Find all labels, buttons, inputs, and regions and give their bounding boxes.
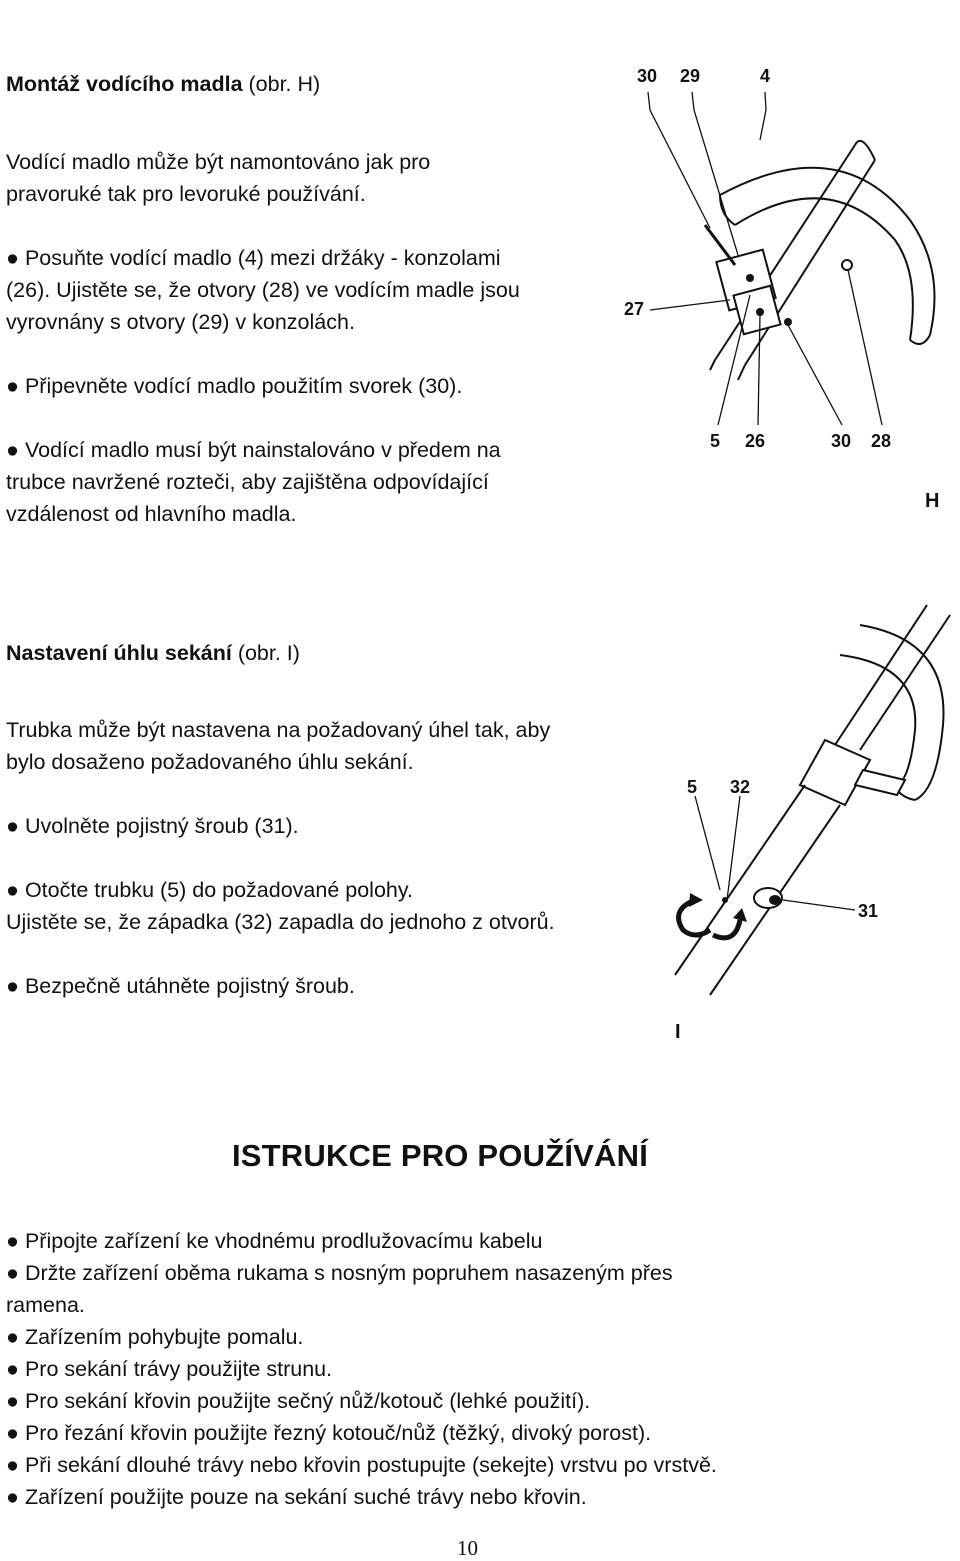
- figure-h-letter: H: [925, 490, 940, 512]
- angle-intro-line: Trubka může být nastavena na požadovaný úhel tak, aby: [6, 718, 551, 742]
- figure-h-label-26: 26: [745, 431, 766, 451]
- angle-bullet-line: Ujistěte se, že západka (32) zapadla do jednoho z otvorů.: [6, 910, 555, 934]
- handle-bullet-line: ● Posuňte vodící madlo (4) mezi držáky - konzolami: [6, 246, 501, 270]
- handle-bullet-line: ● Připevněte vodící madlo použitím svorek (30).: [6, 374, 463, 398]
- figure-i-diagram: [665, 600, 955, 1050]
- instructions-line: ● Připojte zařízení ke vhodnému prodlužovacímu kabelu: [6, 1229, 543, 1253]
- handle-bullet-line: (26). Ujistěte se, že otvory (28) ve vodícím madle jsou: [6, 278, 520, 302]
- figure-h-label-29: 29: [680, 66, 701, 86]
- angle-bullet-rotate: [6, 874, 555, 938]
- handle-bullet-line: ● Vodící madlo musí být nainstalováno v předem na: [6, 438, 501, 462]
- instructions-line: ● Pro sekání trávy použijte strunu.: [6, 1357, 333, 1381]
- instructions-line: ● Při sekání dlouhé trávy nebo křovin postupujte (sekejte) vrstvu po vrstvě.: [6, 1453, 717, 1477]
- handle-heading-bold: Montáž vodícího madla: [6, 72, 243, 96]
- instructions-line: ● Pro sekání křovin použijte sečný nůž/kotouč (lehké použití).: [6, 1389, 591, 1413]
- figure-i-label-5: 5: [687, 777, 698, 797]
- figure-i-label-31: 31: [858, 901, 879, 921]
- handle-bullet-line: vzdálenost od hlavního madla.: [6, 502, 297, 526]
- angle-heading-bold: Nastavení úhlu sekání: [6, 641, 232, 665]
- handle-intro-line: pravoruké tak pro levoruké používání.: [6, 182, 366, 206]
- angle-heading-ref: (obr. I): [231, 641, 300, 665]
- figure-h-label-30: 30: [637, 66, 658, 86]
- instructions-line: ● Zařízení použijte pouze na sekání suché trávy nebo křovin.: [6, 1485, 587, 1509]
- angle-bullet-tighten: [6, 970, 355, 1002]
- angle-bullet-line: ● Uvolněte pojistný šroub (31).: [6, 814, 299, 838]
- figure-i-letter: I: [675, 1021, 681, 1043]
- angle-intro-line: bylo dosaženo požadovaného úhlu sekání.: [6, 750, 414, 774]
- handle-intro: [6, 146, 430, 210]
- instructions-line: ● Držte zařízení oběma rukama s nosným popruhem nasazeným přes: [6, 1261, 673, 1285]
- handle-bullet-align: [6, 242, 520, 338]
- page-number: 10: [457, 1536, 478, 1560]
- figure-h-label-4: 4: [760, 66, 771, 86]
- instructions-line: ● Pro řezání křovin použijte řezný kotouč/nůž (těžký, divoký porost).: [6, 1421, 652, 1445]
- figure-h-label-30b: 30: [831, 431, 852, 451]
- figure-h-label-5: 5: [710, 431, 721, 451]
- figure-h-diagram: [610, 50, 955, 525]
- handle-heading-ref: (obr. H): [242, 72, 321, 96]
- angle-bullet-line: ● Otočte trubku (5) do požadované polohy.: [6, 878, 413, 902]
- handle-bullet-line: vyrovnány s otvory (29) v konzolách.: [6, 310, 355, 334]
- angle-intro: [6, 714, 550, 778]
- angle-bullet-line: ● Bezpečně utáhněte pojistný šroub.: [6, 974, 355, 998]
- instructions-line: ramena.: [6, 1293, 85, 1317]
- handle-intro-line: Vodící madlo může být namontováno jak pro: [6, 150, 431, 174]
- angle-section-heading: [6, 637, 300, 669]
- handle-section-heading: [6, 68, 320, 100]
- figure-h-label-27: 27: [624, 299, 645, 319]
- figure-h-label-28: 28: [871, 431, 892, 451]
- handle-bullet-spacing: [6, 434, 501, 530]
- handle-bullet-clamps: [6, 370, 462, 402]
- angle-bullet-loosen: [6, 810, 299, 842]
- figure-i-label-32: 32: [730, 777, 751, 797]
- instructions-title: ISTRUKCE PRO POUŽÍVÁNÍ: [231, 1138, 649, 1173]
- instructions-list: [6, 1225, 717, 1513]
- handle-bullet-line: trubce navržené rozteči, aby zajištěna odpovídající: [6, 470, 489, 494]
- instructions-line: ● Zařízením pohybujte pomalu.: [6, 1325, 304, 1349]
